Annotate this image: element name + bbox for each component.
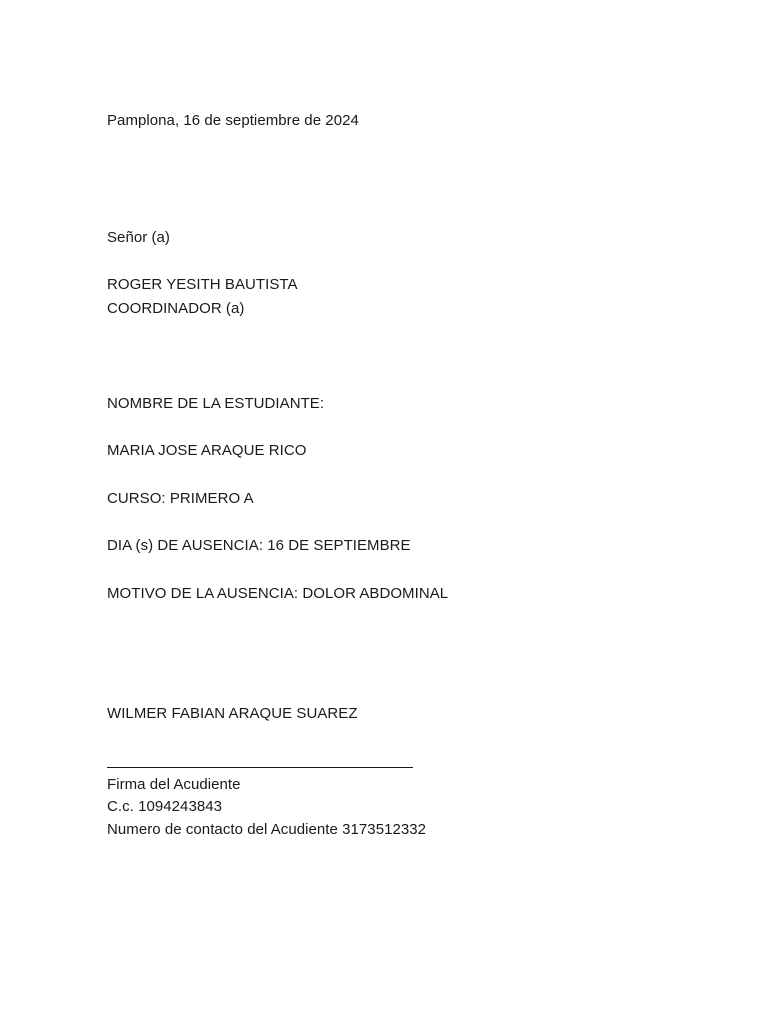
student-name: MARIA JOSE ARAQUE RICO: [107, 442, 307, 459]
recipient-name: ROGER YESITH BAUTISTA: [107, 276, 298, 293]
guardian-id: C.c. 1094243843: [107, 798, 223, 815]
guardian-name: WILMER FABIAN ARAQUE SUAREZ: [107, 705, 358, 722]
guardian-contact: Numero de contacto del Acudiente 3173512332: [107, 821, 427, 838]
student-label: NOMBRE DE LA ESTUDIANTE:: [107, 395, 325, 412]
absence-reason: MOTIVO DE LA AUSENCIA: DOLOR ABDOMINAL: [107, 585, 449, 602]
signature-label: Firma del Acudiente: [107, 776, 241, 793]
recipient-role: COORDINADOR (a): [107, 300, 245, 317]
course: CURSO: PRIMERO A: [107, 490, 254, 507]
place-date: Pamplona, 16 de septiembre de 2024: [107, 112, 359, 129]
signature-line: [107, 767, 413, 768]
salutation: Señor (a): [107, 229, 170, 246]
absence-days: DIA (s) DE AUSENCIA: 16 DE SEPTIEMBRE: [107, 537, 411, 554]
